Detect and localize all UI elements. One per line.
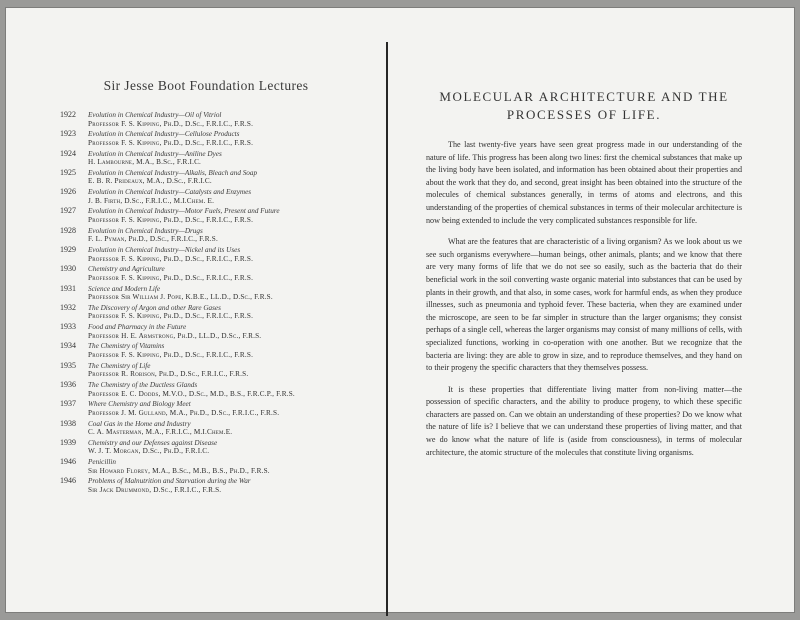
lecture-entry (60, 323, 340, 340)
lecture-author: J. B. Firth, D.Sc., F.R.I.C., M.I.Chem. E. (88, 196, 215, 205)
lecture-entry (60, 381, 340, 398)
lecture-entry (60, 439, 340, 456)
lecture-details (88, 477, 340, 494)
lecture-year: 1922 (60, 110, 76, 119)
lecture-entry (60, 111, 340, 128)
lecture-entry (60, 342, 340, 359)
lecture-details (88, 169, 340, 186)
article-title (426, 88, 742, 124)
lecture-author: Professor F. S. Kipping, Ph.D., D.Sc., F.R.I.C., F.R.S. (88, 138, 254, 147)
lecture-title: Chemistry and Agriculture (88, 265, 165, 274)
lecture-entry (60, 207, 340, 224)
lecture-details (88, 188, 340, 205)
article-paragraph-2: What are the features that are characteristic of a living organism? As we look about us we see such organisms everywhere—human beings, other animals, plants; and we know that there are very many forms of life that we do not see so easily, such as the bacteria that do their beneficial work in the soil converting waste organic material into substances that can be used by plants in their growth, and that also, in some cases, work for harmful ends, as when they produce illnesses, such as pneumonia and typhoid fever. These bacteria, when they are examined under the microscope, are seen to be far simpler in structure than the larger organisms; they consist perhaps of a single cell, whereas the larger organisms may consist of many millions of cells, with specialized functions, working in co-operation with one another. But we recognize that the bacteria are living: they are able to grow in size, and to reproduce themselves, and they hand on to their progeny the specific characters that they themselves possess. (426, 237, 742, 373)
lecture-author: Professor F. S. Kipping, Ph.D., D.Sc., F.R.I.C., F.R.S. (88, 273, 254, 282)
lecture-entry (60, 130, 340, 147)
article-paragraph-3: It is these properties that differentiate living matter from non-living matter—the possession of specific characters, and the ability to produce progeny, to which these specific characters are passed on. Can we obtain an understanding of these properties? Do we know what the nature of life is? I believe that we can understand these properties of living matter, and that we do know what the nature of life is (aside from consciousness), in terms of molecular architecture, the atomic structure of the molecules that constitute living organisms. (426, 384, 742, 457)
lecture-entry (60, 420, 340, 437)
lecture-title: Evolution in Chemical Industry—Oil of Vitriol (88, 111, 222, 119)
lecture-details (88, 342, 340, 359)
lecture-year: 1928 (60, 225, 76, 235)
article-title-line-2: PROCESSES OF LIFE. (506, 107, 662, 122)
lecture-entry (60, 458, 340, 475)
lecture-author: Sir Howard Florey, M.A., B.Sc., M.B., B.S., Ph.D., F.R.S. (88, 466, 270, 475)
article-paragraph-1: The last twenty-five years have seen great progress made in our understanding of the nature of life. This progress has been along two lines: first the chemical substances that make up the living body have been isolated, and information has been obtained about their properties and about the work that they do, and second, great insight has been obtained into the structure of the molecules of chemical substances generally, in terms of atoms and electrons, and this understanding of the properties of chemical substances in terms of their molecular architecture is now being extended to include the very complicated substances responsible for life. (426, 140, 742, 225)
lecture-details (88, 150, 340, 167)
lecture-title: Evolution in Chemical Industry—Catalysts and Enzymes (88, 188, 252, 197)
lecture-details (88, 362, 340, 379)
lecture-title: Evolution in Chemical Industry—Alkalis, Bleach and Soap (88, 168, 258, 177)
lecture-year: 1924 (60, 148, 76, 158)
lecture-year: 1935 (60, 360, 76, 370)
document-sheet (6, 8, 794, 612)
lecture-details (88, 265, 340, 282)
lecture-title: The Chemistry of Life (88, 361, 151, 370)
lecture-year: 1929 (60, 244, 76, 254)
lecture-year: 1926 (60, 187, 76, 197)
lecture-entry (60, 285, 340, 302)
lecture-title: The Chemistry of the Ductless Glands (88, 380, 198, 389)
lecture-details (88, 130, 340, 147)
lecture-details (88, 285, 340, 302)
lecture-author: Professor F. S. Kipping, Ph.D., D.Sc., F.R.I.C., F.R.S. (88, 350, 254, 359)
lecture-details (88, 381, 340, 398)
lecture-details (88, 420, 340, 437)
lecture-author: Professor F. S. Kipping, Ph.D., D.Sc., F.R.I.C., F.R.S. (88, 254, 254, 263)
lecture-details (88, 458, 340, 475)
article-page (426, 88, 742, 468)
lecture-author: C. A. Masterman, M.A., F.R.I.C., M.I.Chem.E. (88, 428, 233, 437)
lecture-title: Evolution in Chemical Industry—Drugs (88, 226, 203, 235)
lecture-year: 1938 (60, 418, 76, 428)
lecture-author: Professor F. S. Kipping, Ph.D., D.Sc., F.R.I.C., F.R.S. (88, 312, 254, 321)
article-title-line-1: MOLECULAR ARCHITECTURE AND THE (439, 89, 729, 104)
lecture-author: E. B. R. Prideaux, M.A., D.Sc., F.R.I.C. (88, 177, 212, 186)
lecture-year: 1934 (60, 341, 76, 351)
lecture-title: Evolution in Chemical Industry—Motor Fuels, Present and Future (88, 207, 280, 216)
lecture-title: Where Chemistry and Biology Meet (88, 400, 191, 409)
lecture-year: 1925 (60, 167, 76, 177)
lecture-entry (60, 227, 340, 244)
lecture-author: Professor H. E. Armstrong, Ph.D., LL.D., D.Sc., F.R.S. (88, 331, 262, 340)
lecture-entry (60, 246, 340, 263)
lecture-details (88, 207, 340, 224)
lecture-year: 1932 (60, 302, 76, 312)
lecture-title: Problems of Malnutrition and Starvation during the War (88, 477, 251, 486)
lecture-author: Professor F. S. Kipping, Ph.D., D.Sc., F.R.I.C., F.R.S. (88, 119, 254, 128)
lecture-author: Professor R. Robison, Ph.D., D.Sc., F.R.I.C., F.R.S. (88, 370, 249, 379)
lecture-year: 1930 (60, 264, 76, 274)
lecture-entry (60, 169, 340, 186)
lecture-list (60, 111, 340, 495)
lecture-year: 1933 (60, 322, 76, 332)
lecture-details (88, 323, 340, 340)
lecture-entry (60, 150, 340, 167)
lecture-title: Evolution in Chemical Industry—Aniline Dyes (88, 149, 222, 158)
lecture-title: The Chemistry of Vitamins (88, 342, 165, 351)
lecture-author: Sir Jack Drummond, D.Sc., F.R.I.C., F.R.S. (88, 485, 222, 494)
lecture-list-page (60, 78, 340, 497)
lecture-year: 1939 (60, 437, 76, 447)
lecture-details (88, 227, 340, 244)
lecture-list-title: Sir Jesse Boot Foundation Lectures (103, 78, 309, 93)
lecture-entry (60, 400, 340, 417)
lecture-title: Coal Gas in the Home and Industry (88, 419, 191, 428)
lecture-author: Professor J. M. Gulland, M.A., Ph.D., D.Sc., F.R.I.C., F.R.S. (88, 408, 280, 417)
lecture-year: 1946 (60, 457, 76, 467)
lecture-details (88, 439, 340, 456)
lecture-entry (60, 265, 340, 282)
lecture-title: Food and Pharmacy in the Future (88, 323, 187, 332)
lecture-title: Chemistry and our Defenses against Disease (88, 438, 218, 447)
page-fold-line (386, 42, 388, 616)
lecture-author: F. L. Pyman, Ph.D., D.Sc., F.R.I.C., F.R.S. (88, 235, 218, 244)
lecture-author: W. J. T. Morgan, D.Sc., Ph.D., F.R.I.C. (88, 447, 210, 456)
lecture-year: 1936 (60, 379, 76, 389)
lecture-year: 1931 (60, 283, 76, 293)
lecture-author: Professor F. S. Kipping, Ph.D., D.Sc., F.R.I.C., F.R.S. (88, 216, 254, 224)
lecture-year: 1937 (60, 399, 76, 409)
lecture-details (88, 246, 340, 263)
lecture-title: The Discovery of Argon and other Rare Gases (88, 303, 221, 312)
lecture-entry (60, 477, 340, 494)
lecture-author: Professor Sir William J. Pope, K.B.E., LL.D., D.Sc., F.R.S. (88, 293, 273, 302)
lecture-details (88, 400, 340, 417)
lecture-year: 1927 (60, 206, 76, 216)
lecture-year: 1946 (60, 476, 76, 486)
lecture-title: Penicillin (88, 458, 116, 467)
lecture-entry (60, 188, 340, 205)
lecture-author: H. Lambourne, M.A., B.Sc., F.R.I.C. (88, 158, 202, 167)
lecture-details (88, 304, 340, 321)
lecture-title: Evolution in Chemical Industry—Nickel and its Uses (88, 245, 241, 254)
lecture-title: Science and Modern Life (88, 284, 161, 293)
lecture-author: Professor E. C. Dodds, M.V.O., D.Sc., M.D., B.S., F.R.C.P., F.R.S. (88, 389, 295, 398)
lecture-title: Evolution in Chemical Industry—Cellulose Products (88, 130, 240, 139)
lecture-year: 1923 (60, 129, 76, 139)
lecture-entry (60, 304, 340, 321)
lecture-entry (60, 362, 340, 379)
lecture-details (88, 111, 340, 128)
